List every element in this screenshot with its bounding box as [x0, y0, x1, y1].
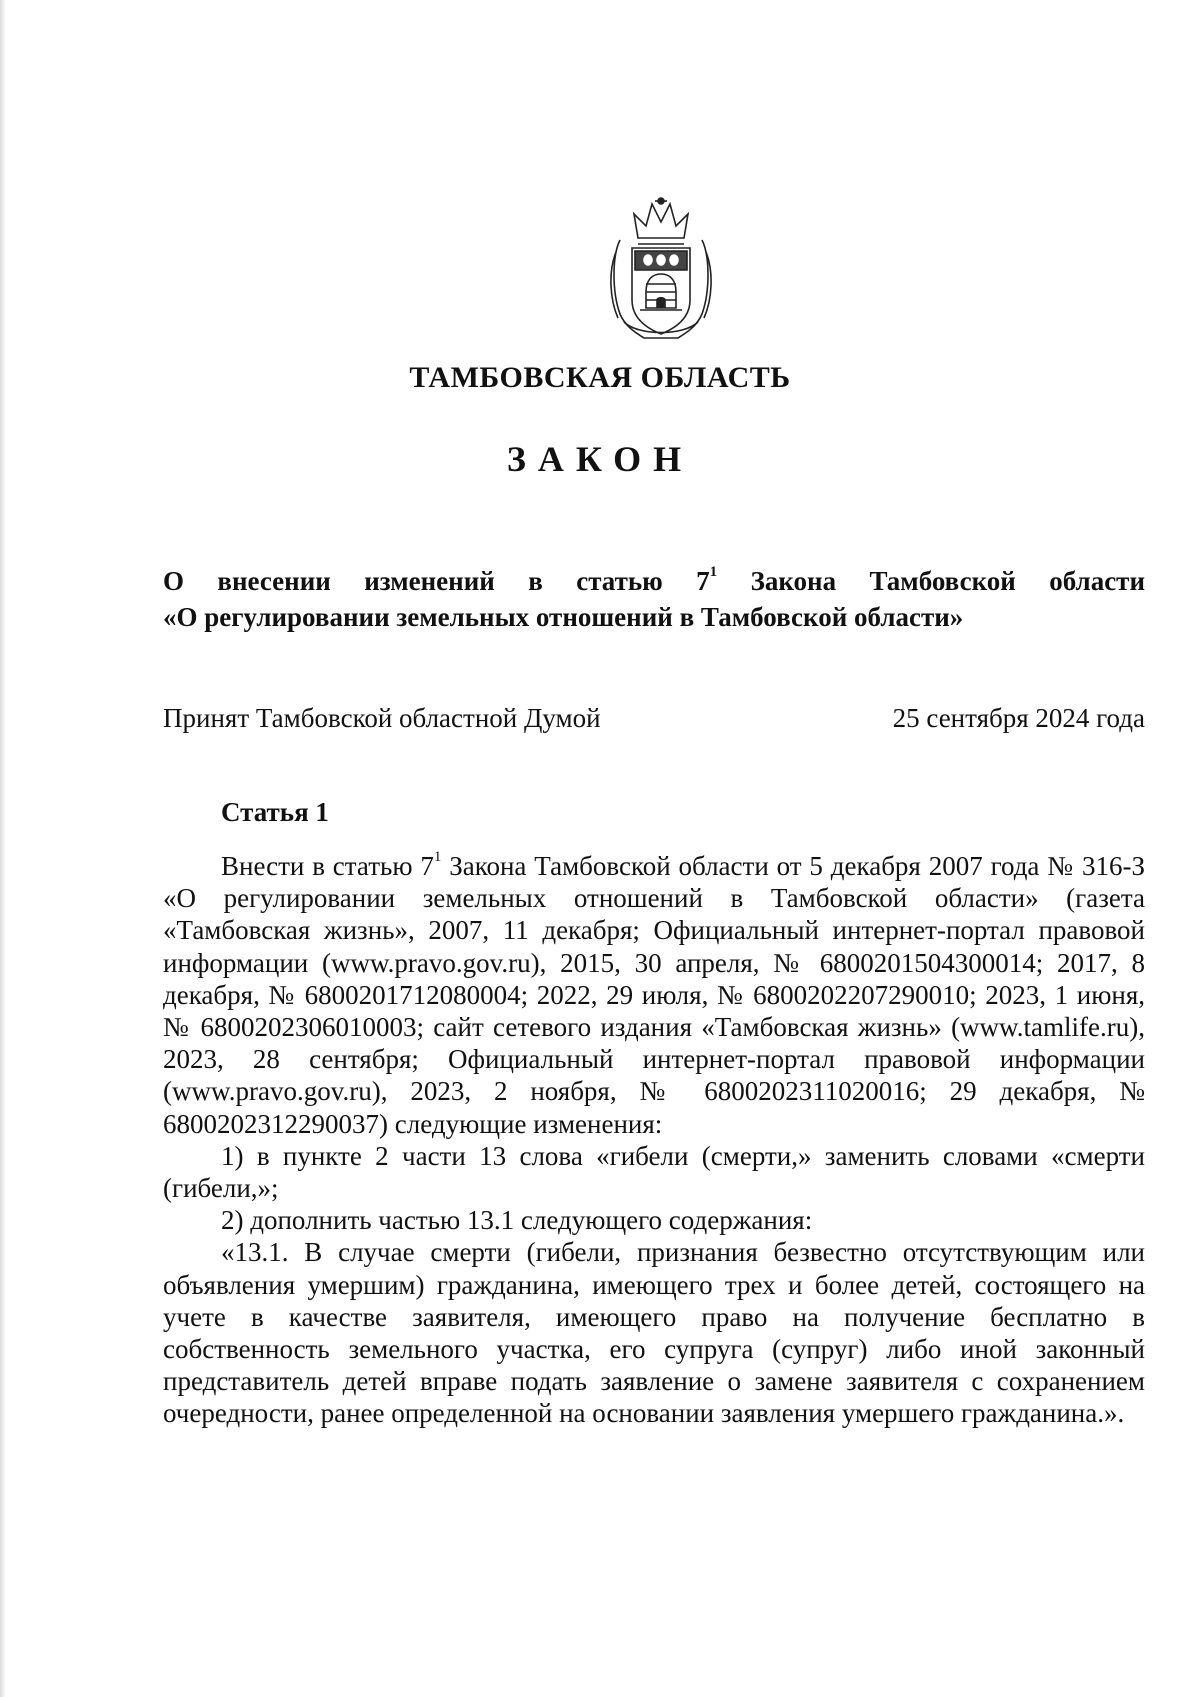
- coat-of-arms-icon: [608, 196, 714, 346]
- adoption-line: [163, 700, 1145, 736]
- title-word: статью: [576, 566, 663, 596]
- adopting-body: Принят Тамбовской областной Думой: [163, 703, 601, 733]
- intro-superscript: 1: [433, 849, 442, 865]
- article-item-13-1-text: «13.1. В случае смерти (гибели, признания безвестно отсутствующим или объявления умершим) гражданина, имеющего трех и более детей, состоящего на учете в качестве заявителя, имеющего право на получение бесплатно в собственность земельного участка, его супруга (супруг) либо иной законный представитель детей вправе подать заявление о замене заявителя с сохранением очередности, ранее определенной на основании заявления умершего гражданина.».: [163, 1237, 1145, 1429]
- title-word: Закона: [750, 566, 837, 596]
- title-superscript: 1: [709, 564, 718, 580]
- title-word: Тамбовской: [869, 566, 1016, 596]
- title-word: области: [1049, 566, 1145, 596]
- adoption-date: 25 сентября 2024 года: [892, 703, 1145, 733]
- title-word: внесении: [217, 566, 331, 596]
- title-word: изменений: [364, 566, 495, 596]
- law-title: [163, 563, 1145, 635]
- scan-edge-shadow: [0, 0, 6, 1697]
- title-word: в: [528, 566, 543, 596]
- title-word: О: [163, 566, 185, 596]
- article-intro-paragraph: Внести в статью $7^1$ Закона Тамбовской области от 5 декабря 2007 года № 316-З «О регулировании земельных отношений в Тамбовской области» (газета «Тамбовская жизнь», 2007, 11 декабря; Официальный интернет-портал правовой информации (www.pravo.gov.ru), 2015, 30 апреля, № 6800201504300014; 2017, 8 декабря, № 6800201712080004; 2022, 29 июля, № 6800202207290010; 2023, 1 июня, № 6800202306010003; сайт сетевого издания «Тамбовская жизнь» (www.tamlife.ru), 2023, 28 сентября; Официальный интернет-портал правовой информации (www.pravo.gov.ru), 2023, 2 ноября, № 6800202311020016; 29 декабря, № 6800202312290037) следующие изменения:: [163, 849, 1146, 1139]
- region-heading: ТАМБОВСКАЯ ОБЛАСТЬ: [409, 361, 791, 394]
- law-title-line-1: [163, 563, 1145, 599]
- law-title-line-2: «О регулировании земельных отношений в Тамбовской области»: [163, 602, 964, 632]
- article-body: [163, 850, 1145, 1430]
- title-article-number: $7^1$: [696, 564, 718, 596]
- document-type-heading: ЗАКОН: [506, 439, 694, 479]
- article-heading: Статья 1: [221, 797, 329, 827]
- article-item-1: 1) в пункте 2 части 13 слова «гибели (смерти,» заменить словами «смерти (гибели,»;: [163, 1140, 1145, 1204]
- article-item-2: 2) дополнить частью 13.1 следующего содержания:: [221, 1205, 813, 1236]
